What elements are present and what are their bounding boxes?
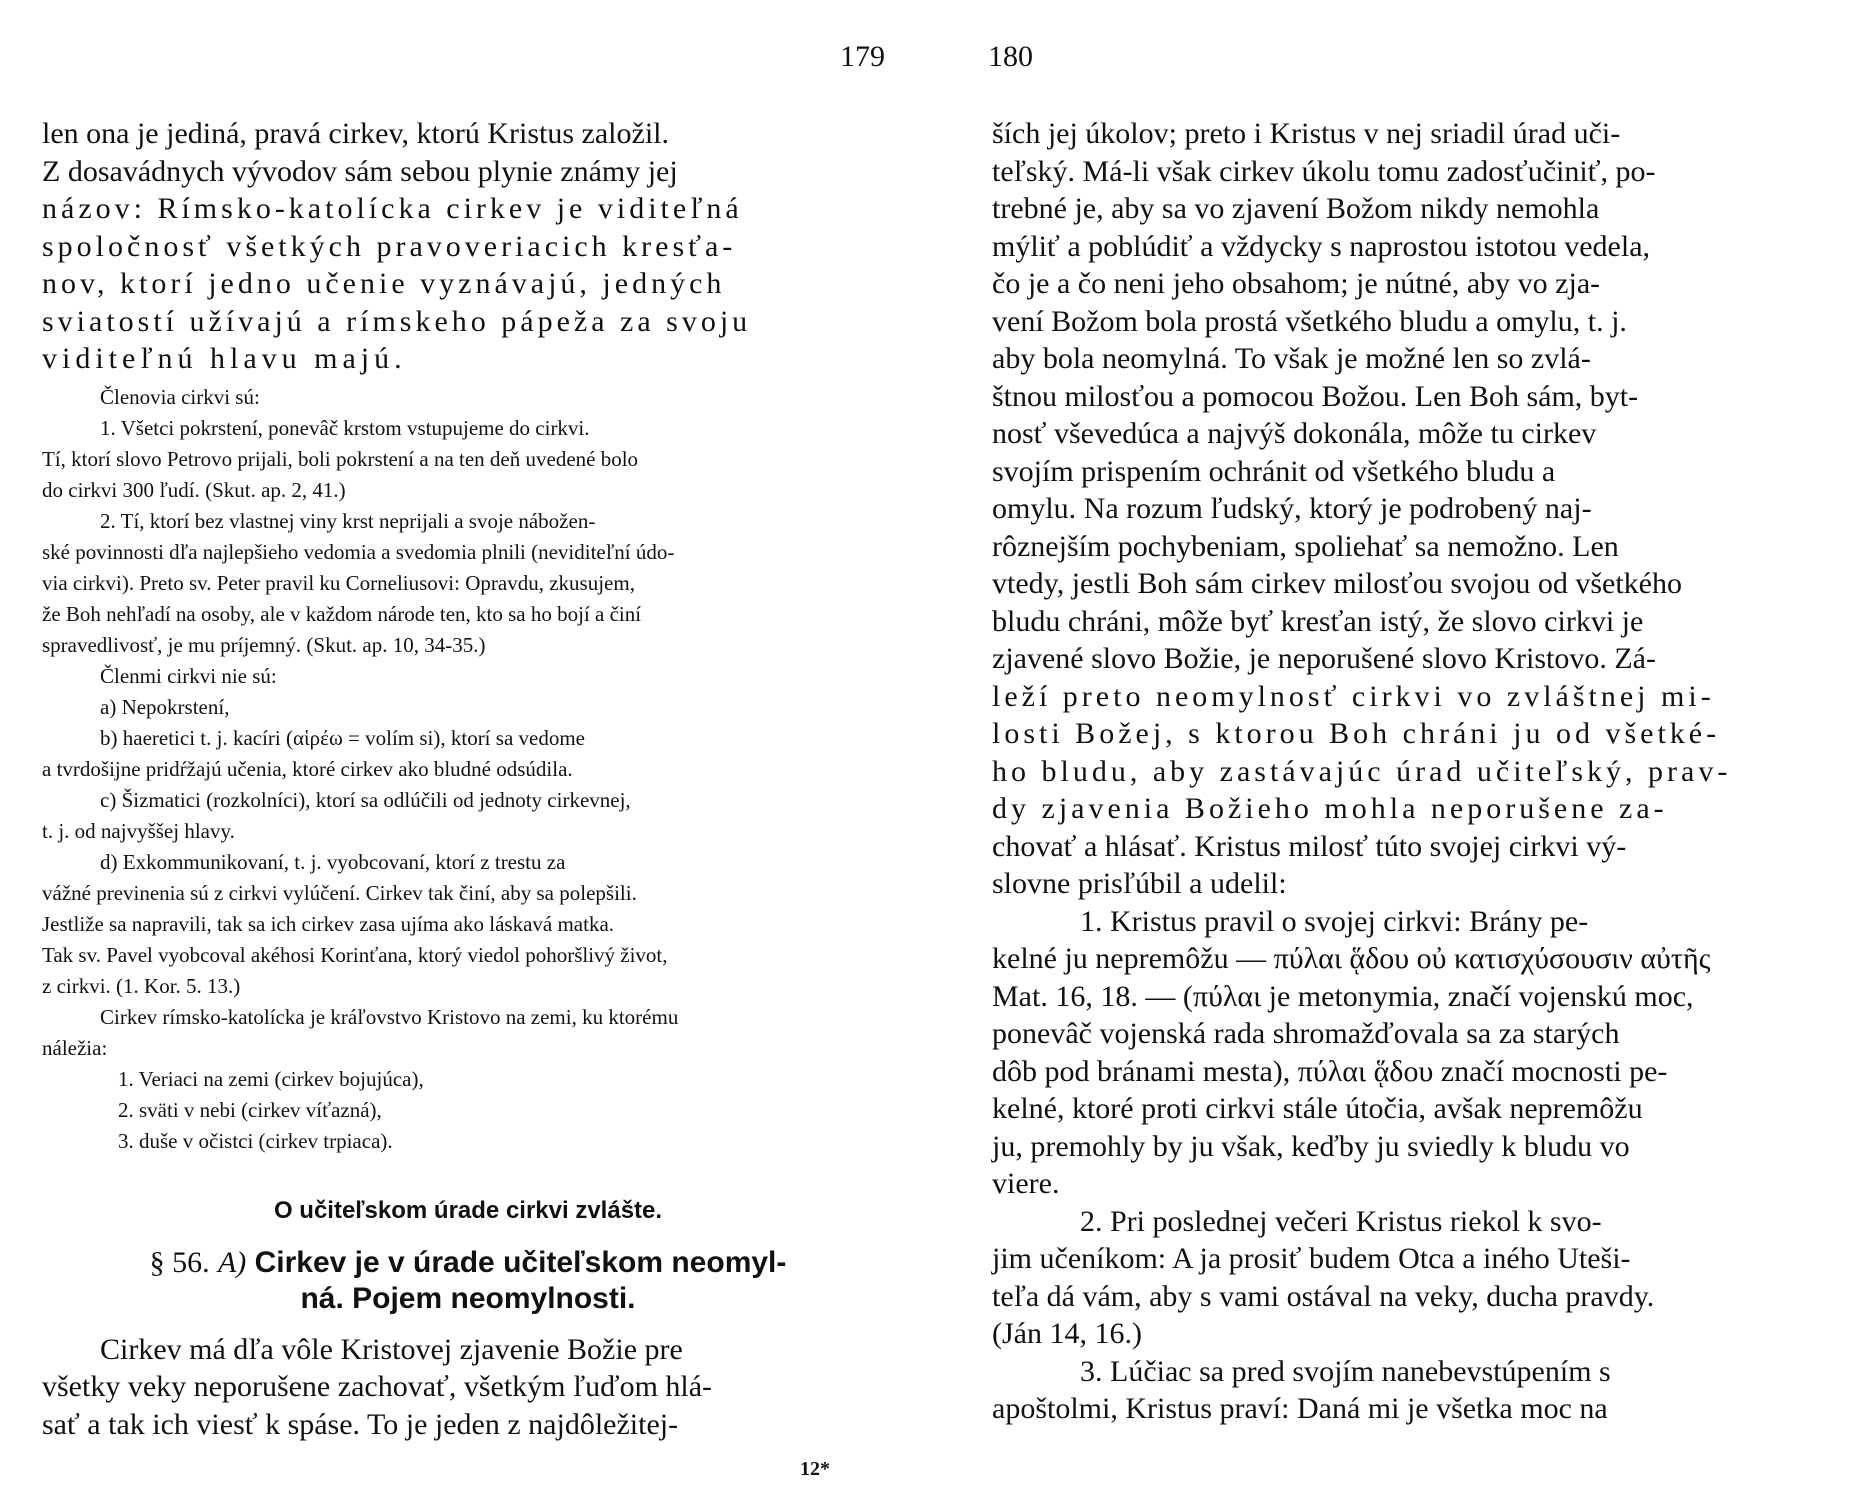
text-line: nosť vševedúca a najvýš dokonála, môže tu cirkev (992, 417, 1597, 450)
text-line: spoločnosť všetkých pravoveriacich kresťa- (42, 229, 737, 263)
small-line: via cirkvi). Preto sv. Peter pravil ku Corneliusovi: Opravdu, zkusujem, (42, 570, 635, 595)
section-title-1: Cirkev je v úrade učiteľskom neomyl- (254, 1245, 787, 1279)
small-line: Členmi cirkvi nie sú: (100, 663, 277, 688)
text-line: ších jej úkolov; preto i Kristus v nej sriadil úrad uči- (992, 117, 1621, 150)
subheading: O učiteľskom úrade cirkvi zvlášte. (273, 1196, 663, 1224)
small-line: 1. Všetci pokrstení, ponevâč krstom vstupujeme do cirkvi. (100, 415, 590, 440)
text-line: čo je a čo neni jeho obsahom; je nútné, aby vo zja- (992, 267, 1601, 300)
section-paragraph (42, 1331, 894, 1444)
intro-paragraph (42, 115, 894, 378)
text-line: dy zjavenia Božieho mohla neporušene za- (992, 792, 1668, 825)
text-line: slovne prisľúbil a udelil: (992, 867, 1287, 900)
text-line: mýliť a poblúdiť a vždycky s naprostou istotou vedela, (992, 229, 1651, 263)
text-line: zjavené slovo Božie, je neporušené slovo Kristovo. Zá- (992, 642, 1656, 675)
text-line: názov: Rímsko-katolícka cirkev je viditeľná (42, 192, 743, 225)
text-line: Cirkev má dľa vôle Kristovej zjavenie Božie pre (100, 1332, 683, 1366)
section-heading-line-1 (42, 1245, 894, 1281)
text-line: Z dosavádnych vývodov sám sebou plynie známy jej (42, 154, 678, 188)
text-line: (Ján 14, 16.) (992, 1317, 1142, 1350)
text-line: Mat. 16, 18. — (πύλαι je metonymia, značí vojenskú moc, (992, 979, 1694, 1013)
text-line: sviatostí užívajú a rímskeho pápeža za svoju (42, 304, 752, 338)
text-line: kelné, ktoré proti cirkvi stále útočia, avšak nepremôžu (992, 1092, 1643, 1125)
small-line: spravedlivosť, je mu príjemný. (Skut. ap. 10, 34-35.) (42, 632, 486, 657)
small-line: 2. Tí, ktorí bez vlastnej viny krst neprijali a svoje nábožen- (100, 508, 596, 533)
text-line: 1. Kristus pravil o svojej cirkvi: Brány pe- (1080, 904, 1589, 938)
text-line: aby bola neomylná. To však je možné len so zvlá- (992, 342, 1591, 375)
section-letter: A) (217, 1245, 247, 1279)
small-line: 1. Veriaci na zemi (cirkev bojujúca), (118, 1066, 424, 1091)
text-line: losti Božej, s ktorou Boh chráni ju od všetké- (992, 717, 1721, 750)
small-line: Tí, ktorí slovo Petrovo prijali, boli pokrstení a na ten deň uvedené bolo (42, 446, 639, 471)
text-line: rôznejším pochybeniam, spoliehať sa nemožno. Len (992, 529, 1619, 563)
small-line: a) Nepokrstení, (100, 694, 230, 719)
small-line: že Boh nehľadí na osoby, ale v každom národe ten, kto sa ho bojí a činí (42, 601, 642, 626)
members-section (42, 382, 894, 1157)
small-line: do cirkvi 300 ľudí. (Skut. ap. 2, 41.) (42, 477, 346, 502)
text-line: kelné ju nepremôžu — πύλαι ᾅδου οὐ κατισχύσουσιν αὐτῆς (992, 942, 1711, 975)
text-line: vení Božom bola prostá všetkého bludu a omylu, t. j. (992, 304, 1627, 338)
small-line: Jestliže sa napravili, tak sa ich cirkev zasa ujíma ako láskavá matka. (42, 911, 615, 936)
text-line: len ona je jediná, pravá cirkev, ktorú Kristus založil. (42, 117, 669, 150)
section-heading (42, 1245, 894, 1317)
section-number: § 56. (149, 1245, 210, 1279)
text-line: všetky veky neporušene zachovať, všetkým ľuďom hlá- (42, 1370, 713, 1403)
text-line: teľa dá vám, aby s vami ostával na veky, ducha pravdy. (992, 1279, 1655, 1313)
text-line: omylu. Na rozum ľudský, ktorý je podrobený naj- (992, 492, 1592, 525)
text-line: sať a tak ich viesť k spáse. To je jeden z najdôležitej- (42, 1407, 679, 1441)
text-line: dôb pod bránami mesta), πύλαι ᾅδου značí mocnosti pe- (992, 1054, 1668, 1088)
text-line: viere. (992, 1167, 1060, 1200)
small-line: a tvrdošijne pridŕžajú učenia, ktoré cirkev ako bludné odsúdila. (42, 756, 573, 781)
text-line: chovať a hlásať. Kristus milosť túto svojej cirkvi vý- (992, 829, 1627, 863)
text-line: teľský. Má-li však cirkev úkolu tomu zadosťučiniť, po- (992, 154, 1656, 188)
left-page (42, 115, 894, 1443)
small-line: Tak sv. Pavel vyobcoval akéhosi Korinťana, ktorý viedol pohoršlivý život, (42, 942, 668, 967)
text-line: 2. Pri poslednej večeri Kristus riekol k svo- (1080, 1204, 1602, 1238)
section-title-2: ná. Pojem neomylnosti. (300, 1281, 636, 1315)
text-line: bludu chráni, môže byť kresťan istý, že slovo cirkvi je (992, 604, 1644, 638)
small-line: vážné previnenia sú z cirkvi vylúčení. Cirkev tak činí, aby sa polepšili. (42, 880, 637, 905)
small-line: 3. duše v očistci (cirkev trpiaca). (118, 1128, 393, 1153)
signature-mark: 12* (800, 1458, 830, 1480)
small-line: ské povinnosti dľa najlepšieho vedomia a svedomia plnili (neviditeľní údo- (42, 539, 675, 564)
text-line: ho bludu, aby zastávajúc úrad učiteľský, prav- (992, 754, 1732, 788)
page-number-left: 179 (840, 40, 885, 73)
text-line: 3. Lúčiac sa pred svojím nanebevstúpením s (1080, 1354, 1611, 1388)
page-number-right: 180 (988, 40, 1033, 73)
text-line: apoštolmi, Kristus praví: Daná mi je všetka moc na (992, 1392, 1608, 1425)
text-line: leží preto neomylnosť cirkvi vo zvláštnej mi- (992, 679, 1715, 713)
small-line: d) Exkommunikovaní, t. j. vyobcovaní, ktorí z trestu za (100, 849, 566, 874)
text-line: trebné je, aby sa vo zjavení Božom nikdy nemohla (992, 192, 1600, 225)
text-line: jim učeníkom: A ja prosiť budem Otca a iného Uteši- (992, 1242, 1631, 1275)
small-line: z cirkvi. (1. Kor. 5. 13.) (42, 973, 241, 998)
small-line: 2. sväti v nebi (cirkev víťazná), (118, 1097, 382, 1122)
text-line: ponevâč vojenská rada shromažďovala sa za starých (992, 1017, 1620, 1050)
text-line: nov, ktorí jedno učenie vyznávajú, jedných (42, 267, 726, 300)
text-line: ju, premohly by ju však, keďby ju sviedly k bludu vo (992, 1129, 1630, 1163)
right-text (992, 115, 1830, 1428)
text-line: svojím prispením ochránit od všetkého bludu a (992, 454, 1556, 488)
text-line: vtedy, jestli Boh sám cirkev milosťou svojou od všetkého (992, 567, 1682, 600)
small-line: Členovia cirkvi sú: (100, 384, 260, 409)
small-line: Cirkev rímsko-katolícka je kráľovstvo Kristovo na zemi, ku ktorému (100, 1004, 679, 1029)
small-line: b) haeretici t. j. kacíri (αἱρέω = volím si), ktorí sa vedome (100, 725, 585, 750)
small-line: náležia: (42, 1035, 108, 1060)
small-line: c) Šizmatici (rozkolníci), ktorí sa odlúčili od jednoty cirkevnej, (100, 787, 631, 812)
text-line: štnou milosťou a pomocou Božou. Len Boh sám, byt- (992, 379, 1639, 413)
small-line: t. j. od najvyššej hlavy. (42, 818, 235, 843)
right-page (992, 115, 1830, 1428)
text-line: viditeľnú hlavu majú. (42, 342, 407, 375)
